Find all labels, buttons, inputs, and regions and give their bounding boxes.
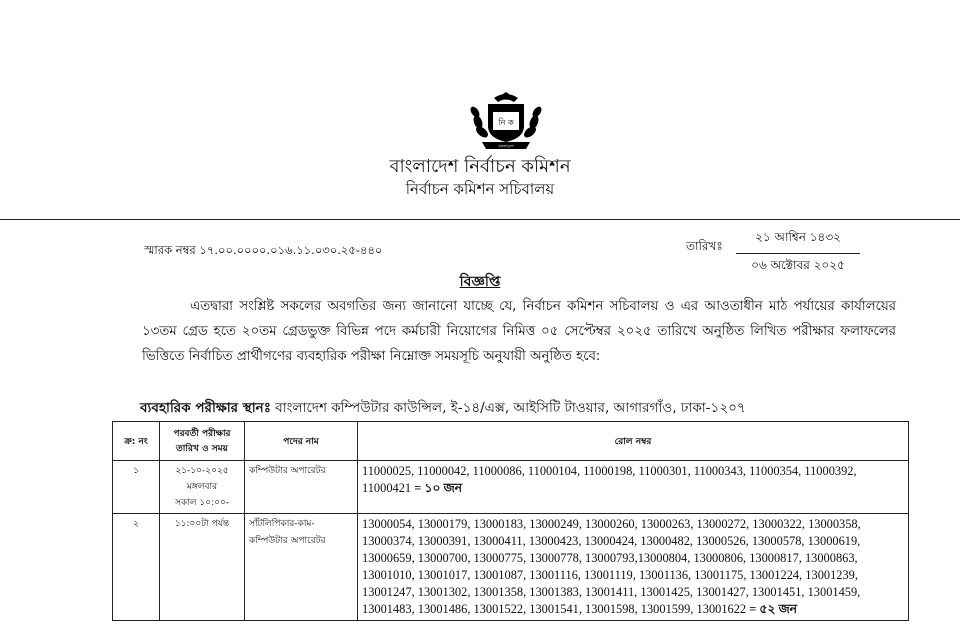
election-commission-emblem (468, 92, 544, 154)
table-row (113, 514, 909, 621)
header-divider (0, 219, 960, 220)
exam-venue (140, 397, 746, 420)
row-rolls (358, 461, 909, 514)
header-serial: ক্র: নং (113, 422, 160, 461)
roll-numbers: 11000025, 11000042, 11000086, 11000104, 11000198, 11000301, 11000343, 11000354, 11000392, 11000421 (362, 464, 857, 495)
row-date-time (160, 461, 245, 514)
row-date: ১১:০০টা পর্যন্ত (174, 519, 230, 529)
svg-text:বাংলাদেশ: বাংলাদেশ (498, 143, 514, 149)
notice-title: বিজ্ঞপ্তি (459, 274, 501, 290)
row-day: মঙ্গলবার (186, 482, 218, 492)
row-date: ২১-১০-২০২৫ (175, 466, 229, 476)
notice-body: এতদ্বারা সংশ্লিষ্ট সকলের অবগতির জন্য জানানো যাচ্ছে যে, নির্বাচন কমিশন সচিবালয় ও এর আওতাধীন মাঠ পর্যায়ের কার্যালয়ের ১৩তম গ্রেড হতে ২০তম গ্রেডভুক্ত বিভিন্ন পদে কর্মচারী নিয়োগের নিমিত্ত ০৫ সেপ্টেম্বর ২০২৫ তারিখে অনুষ্ঠিত লিখিত পরীক্ষার ফলাফলের ভিত্তিতে নির্বাচিত প্রার্থীগণের ব্যবহারিক পরীক্ষা নিম্নোক্ত সময়সূচি অনুযায়ী অনুষ্ঠিত হবে: (142, 299, 896, 364)
row-serial: ২ (113, 514, 160, 621)
roll-total: = ১০ জন (414, 481, 463, 495)
row-post (245, 514, 358, 621)
row-post-line1: সাঁটলিপিকার-কাম- (249, 519, 315, 529)
schedule-table (112, 421, 909, 621)
header-post: পদের নাম (245, 422, 358, 461)
venue-label: ব্যবহারিক পরীক্ষার স্থানঃ (140, 400, 271, 416)
row-rolls (358, 514, 909, 621)
row-serial: ১ (113, 461, 160, 514)
row-date-time (160, 514, 245, 621)
table-row (113, 461, 909, 514)
memo-number: স্মারক নম্বর ১৭.০০.০০০০.০১৬.১১.০৩০.২৫-৪৪০ (144, 243, 383, 257)
roll-numbers: 13000054, 13000179, 13000183, 13000249, 13000260, 13000263, 13000272, 13000322, 13000358, 13000374, 13000391, 13000411, 13000423, 13000424, 13000482, 13000526, 13000578, 13000619, 13000659, 13000700, 13000775, 13000778, 13000793,13000804, 13000806, 13000817, 13000863, 13001010, 13001017, 13001087, 13001116, 13001119, 13001136, 13001175, 13001224, 13001239, 13001247, 13001302, 13001358, 13001383, 13001411, 13001425, 13001427, 13001451, 13001459, 13001483, 13001486, 13001522, 13001541, 13001598, 13001599, 13001622 (362, 517, 861, 616)
table-header-row (113, 422, 909, 461)
header-date-line1: পরবর্তী পরীক্ষার (173, 429, 231, 439)
row-post-line1: কম্পিউটার অপারেটর (249, 466, 326, 476)
date-gregorian: ০৬ অক্টোবর ২০২৫ (751, 258, 845, 272)
row-time: সকাল ১০:০০- (174, 498, 230, 508)
date-bangla: ২১ আশ্বিন ১৪৩২ (736, 229, 860, 254)
header-date-line2: তারিখ ও সময় (176, 444, 228, 454)
header-roll: রোল নম্বর (358, 422, 909, 461)
organization-name: বাংলাদেশ নির্বাচন কমিশন (389, 156, 571, 177)
roll-total: = ৫২ জন (749, 602, 798, 616)
row-post (245, 461, 358, 514)
venue-address: বাংলাদেশ কম্পিউটার কাউন্সিল, ই-১৪/এক্স, আইসিটি টাওয়ার, আগারগাঁও, ঢাকা-১২০৭ (275, 400, 746, 416)
svg-text:নি ক: নি ক (498, 118, 514, 127)
row-post-line2: কম্পিউটার অপারেটর (249, 536, 326, 546)
header-date (160, 422, 245, 461)
date-label: তারিখঃ (686, 239, 723, 253)
secretariat-name: নির্বাচন কমিশন সচিবালয় (405, 180, 555, 198)
